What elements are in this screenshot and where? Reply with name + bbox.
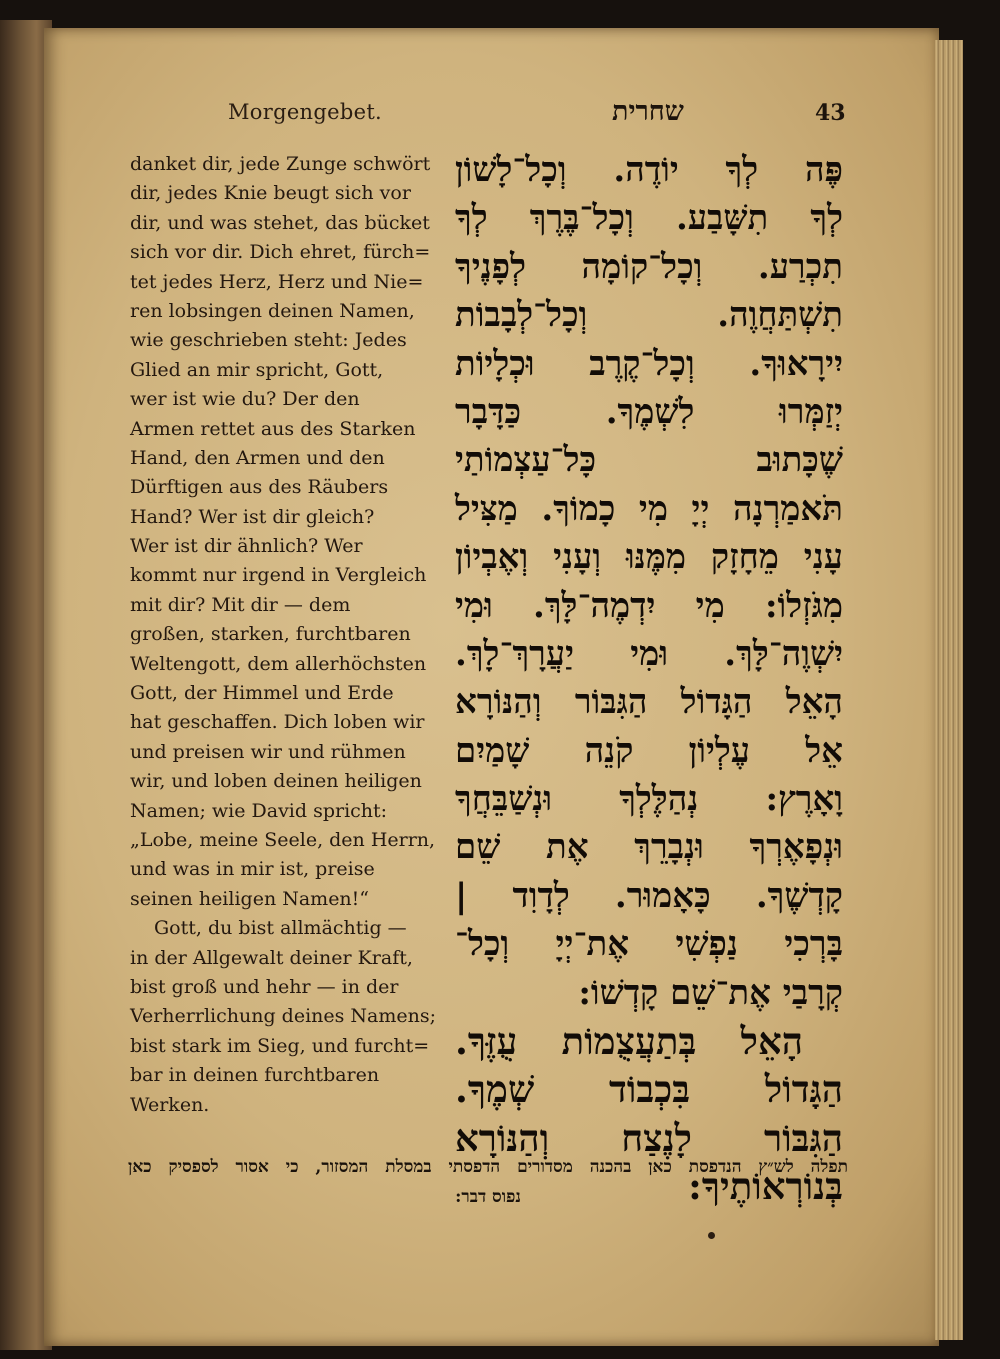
german-line [130, 944, 430, 973]
hebrew-line: לְךָ תִשָּׁבַע. וְכָל־בֶּרֶךְ לְךָ [455, 198, 843, 239]
german-line-text: tet jedes Herz, Herz und Nie= [130, 270, 424, 293]
german-line [130, 973, 430, 1002]
hebrew-running-head: שחרית [612, 96, 684, 127]
german-line [130, 650, 430, 679]
german-line-text: Weltengott, dem allerhöchsten [130, 652, 427, 675]
hebrew-line: הָאֵל בְּתַעֲצֻמוֹת עֻזֶּךָ. [455, 1019, 803, 1064]
german-line-text: bist groß und hehr — in der [130, 975, 399, 998]
german-line-text: sich vor dir. Dich ehret, fürch= [130, 241, 431, 264]
german-line [130, 1032, 430, 1061]
hebrew-line: עָנִי מֵחָזָק מִמֶּנּוּ וְעָנִי וְאֶבְיוֹן [455, 537, 843, 578]
german-line-text: kommt nur irgend in Vergleich [130, 564, 427, 587]
hebrew-line: הַגָּדוֹל בִּכְבוֹד שְׁמֶךָ. [455, 1067, 843, 1112]
german-line [130, 238, 430, 267]
hebrew-prayer-column [455, 146, 843, 1211]
page-stack-edge [935, 40, 963, 1340]
hebrew-line: הַגִּבּוֹר לָנֶצַח וְהַנּוֹרָא [455, 1115, 843, 1160]
footnote-line: נפוס דבר: [455, 1187, 521, 1207]
german-line [130, 885, 430, 914]
german-line-text: Hand? Wer ist dir gleich? [130, 505, 375, 528]
german-line-text: „Lobe, meine Seele, den Herrn, [130, 828, 436, 851]
german-line-text: Wer ist dir ähnlich? Wer [130, 535, 363, 558]
german-line-text: Verherrlichung deines Namens; [130, 1005, 437, 1028]
german-line-text: und was in mir ist, preise [130, 858, 375, 881]
german-line [130, 356, 430, 385]
german-line [130, 473, 430, 502]
german-line-text: dir, jedes Knie beugt sich vor [130, 182, 411, 205]
german-line-text: Werken. [130, 1093, 210, 1116]
german-line-text: wir, und loben deinen heiligen [130, 770, 422, 793]
hebrew-footnote [128, 1152, 848, 1212]
german-line [130, 150, 430, 179]
german-line-text: seinen heiligen Namen!“ [130, 887, 370, 910]
german-line [130, 826, 436, 855]
german-line [130, 591, 430, 620]
german-line-text: mit dir? Mit dir — dem [130, 593, 351, 616]
hebrew-line: תִשְׁתַּחֲוֶה. וְכָל־לְבָבוֹת [455, 295, 843, 336]
hebrew-line: מִגֹּזְלוֹ: מִי יִדְמֶה־לָּךְ. וּמִי [455, 585, 843, 626]
german-line [130, 532, 430, 561]
german-line-text: großen, starken, furchtbaren [130, 623, 411, 646]
german-line-text: dir, und was stehet, das bücket [130, 211, 430, 234]
german-line [130, 326, 430, 355]
german-line-text: Armen rettet aus des Starken [130, 417, 416, 440]
german-line-text: Gott, der Himmel und Erde [130, 682, 394, 705]
german-line [130, 708, 430, 737]
german-line-text: wer ist wie du? Der den [130, 388, 360, 411]
footnote-line: תפלה לש״ץ הנדפסת כאן בהכנה מסדורים הדפסתי במסלת המסזור, כי אסור לספסיק כאן [128, 1157, 848, 1177]
german-line [130, 179, 430, 208]
hebrew-line: הָאֵל הַגָּדוֹל הַגִּבּוֹר וְהַנּוֹרָא [455, 682, 843, 723]
german-line [130, 797, 430, 826]
german-line-text: bist stark im Sieg, und furcht= [130, 1034, 430, 1057]
german-line [130, 1002, 437, 1031]
hebrew-line: פֶּה לְךָ יוֹדֶה. וְכָל־לָשׁוֹן [455, 150, 843, 190]
german-line [130, 297, 430, 326]
german-translation-column [130, 150, 437, 1120]
german-line-text: wie geschrieben steht: Jedes [130, 329, 407, 352]
ink-dot [708, 1232, 715, 1239]
german-line-text: hat geschaffen. Dich loben wir [130, 711, 425, 734]
german-line-text: und preisen wir und rühmen [130, 740, 406, 763]
german-running-head: Morgengebet. [228, 100, 383, 124]
hebrew-line: אֵל עֶלְיוֹן קֹנֵה שָׁמַיִם [455, 730, 843, 771]
hebrew-line: שֶׁכָּתוּב כָּל־עַצְמוֹתַי [455, 440, 843, 481]
german-line [130, 914, 430, 943]
hebrew-line: בָּרְכִי נַפְשִׁי אֶת־יְיָ וְכָל־ [455, 924, 843, 965]
german-line [130, 561, 430, 590]
german-line [130, 444, 430, 473]
german-line [130, 385, 430, 414]
german-line-text: Hand, den Armen und den [130, 446, 385, 469]
german-line [130, 415, 430, 444]
german-line [130, 738, 430, 767]
hebrew-line: וּנְפָאֶרְךָ וּנְבָרֵךְ אֶת שֵׁם [455, 827, 843, 868]
german-line-text: bar in deinen furchtbaren [130, 1064, 380, 1087]
hebrew-line: קְרָבַי אֶת־שֵׁם קָדְשׁוֹ: [578, 972, 843, 1013]
german-line-text: Gott, du bist allmächtig — [154, 917, 407, 940]
german-line-text: Namen; wie David spricht: [130, 799, 388, 822]
german-line [130, 620, 430, 649]
hebrew-line: יִשְׁוֶה־לָּךְ. וּמִי יַעֲרָךְ־לָךְ. [455, 633, 843, 674]
german-line [130, 855, 430, 884]
hebrew-line: יִירָאוּךָ. וְכָל־קֶרֶב וּכְלָיוֹת [455, 343, 843, 384]
german-line [130, 209, 430, 238]
german-line [130, 268, 430, 297]
hebrew-line: וָאָרֶץ: נְהַלֶּלְךָ וּנְשַׁבֵּחֲךָ [455, 779, 843, 820]
german-line-text: in der Allgewalt deiner Kraft, [130, 946, 413, 969]
german-line-text: Glied an mir spricht, Gott, [130, 358, 384, 381]
hebrew-line: קָדְשֶׁךָ. כָּאָמוּר. לְדָוִד | [455, 875, 843, 916]
hebrew-line: תִכְרַע. וְכָל־קוֹמָה לְפָנֶיךָ [455, 246, 843, 287]
hebrew-line: יְזַמְּרוּ לִשְׁמֶךָ. כַּדָּבָר [455, 391, 843, 432]
german-line [130, 503, 430, 532]
german-line-text: Dürftigen aus des Räubers [130, 476, 389, 499]
page-number: 43 [815, 100, 846, 126]
german-line-text: ren lobsingen deinen Namen, [130, 299, 415, 322]
german-line [130, 679, 430, 708]
german-line [130, 767, 430, 796]
hebrew-line: בְּנוֹרְאוֹתֶיךָ: [688, 1164, 843, 1209]
german-line [130, 1091, 430, 1120]
german-line-text: danket dir, jede Zunge schwört [130, 153, 431, 175]
hebrew-line: תֹּאמַרְנָה יְיָ מִי כָמוֹךָ. מַצִּיל [455, 488, 843, 529]
german-line [130, 1061, 430, 1090]
